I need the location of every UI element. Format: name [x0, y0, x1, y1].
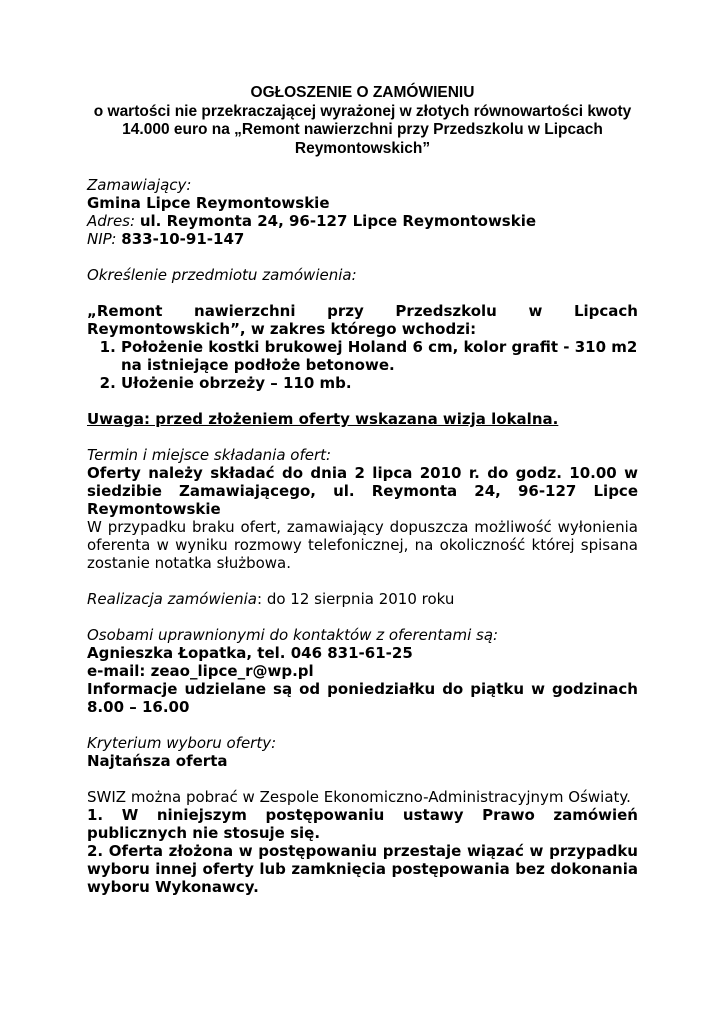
title-line-2: o wartości nie przekraczającej wyrażonej w złotych równowartości kwoty 14.000 euro na „Remont nawierzchni przy Przedszkolu w Lipcach Reymontowskich” — [93, 102, 632, 157]
site-visit-notice: Uwaga: przed złożeniem oferty wskazana wizja lokalna. — [87, 410, 559, 428]
address-label: Adres: — [87, 212, 136, 230]
ordering-name: Gmina Lipce Reymontowskie — [87, 194, 330, 212]
siwz-text: SWIZ można pobrać w Zespole Ekonomiczno-Administracyjnym Oświaty. — [87, 788, 631, 806]
realization-line — [87, 590, 638, 608]
deadline-label: Termin i miejsce składania ofert: — [87, 446, 332, 464]
nip-label: NIP: — [87, 230, 117, 248]
ordering-section — [87, 176, 638, 248]
contact-hours: Informacje udzielane są od poniedziałku do piątku w godzinach 8.00 – 16.00 — [87, 680, 638, 716]
siwz-point-1: 1. W niniejszym postępowaniu ustawy Prawo zamówień publicznych nie stosuje się. — [87, 806, 638, 842]
subject-item: 2. Ułożenie obrzeży – 110 mb. — [121, 374, 638, 392]
realization-value: : do 12 sierpnia 2010 roku — [257, 590, 455, 608]
ordering-label: Zamawiający: — [87, 176, 192, 194]
subject-intro-line-2: Reymontowskich”, w zakres którego wchodzi: — [87, 320, 477, 338]
no-offers-text: W przypadku braku ofert, zamawiający dopuszcza możliwość wyłonienia oferenta w wyniku rozmowy telefonicznej, na okoliczność której spisana zostanie notatka służbowa. — [87, 518, 638, 572]
ordering-nip — [87, 230, 638, 248]
contact-label: Osobami uprawnionymi do kontaktów z oferentami są: — [87, 626, 499, 644]
siwz-point-2: 2. Oferta złożona w postępowaniu przestaje wiązać w przypadku wyboru innej oferty lub zamknięcia postępowania bez dokonania wyboru Wykonawcy. — [87, 842, 638, 896]
document-page — [87, 84, 638, 896]
criterion-value: Najtańsza oferta — [87, 752, 228, 770]
ordering-address — [87, 212, 638, 230]
realization-label: Realizacja zamówienia — [87, 590, 258, 608]
criterion-label: Kryterium wyboru oferty: — [87, 734, 277, 752]
subject-items-list — [87, 338, 638, 392]
contact-email: e-mail: zeao_lipce_r@wp.pl — [87, 662, 314, 680]
subject-label: Określenie przedmiotu zamówienia: — [87, 266, 357, 284]
criterion-section — [87, 734, 638, 770]
contact-section — [87, 626, 638, 716]
subject-section — [87, 266, 638, 392]
deadline-section — [87, 446, 638, 572]
title-line-1: OGŁOSZENIE O ZAMÓWIENIU — [250, 84, 475, 101]
address-value: ul. Reymonta 24, 96-127 Lipce Reymontowskie — [139, 212, 537, 230]
siwz-section — [87, 788, 638, 896]
subject-intro — [87, 302, 638, 338]
subject-item: 1. Położenie kostki brukowej Holand 6 cm, kolor grafit - 310 m2 na istniejące podłoże betonowe. — [121, 338, 638, 374]
deadline-text: Oferty należy składać do dnia 2 lipca 2010 r. do godz. 10.00 w siedzibie Zamawiającego, ul. Reymonta 24, 96-127 Lipce Reymontowskie — [87, 464, 638, 518]
contact-person: Agnieszka Łopatka, tel. 046 831-61-25 — [87, 644, 413, 662]
document-title — [87, 84, 638, 158]
subject-intro-line-1: „Remont nawierzchni przy Przedszkolu w Lipcach — [87, 302, 638, 320]
nip-value: 833-10-91-147 — [121, 230, 245, 248]
